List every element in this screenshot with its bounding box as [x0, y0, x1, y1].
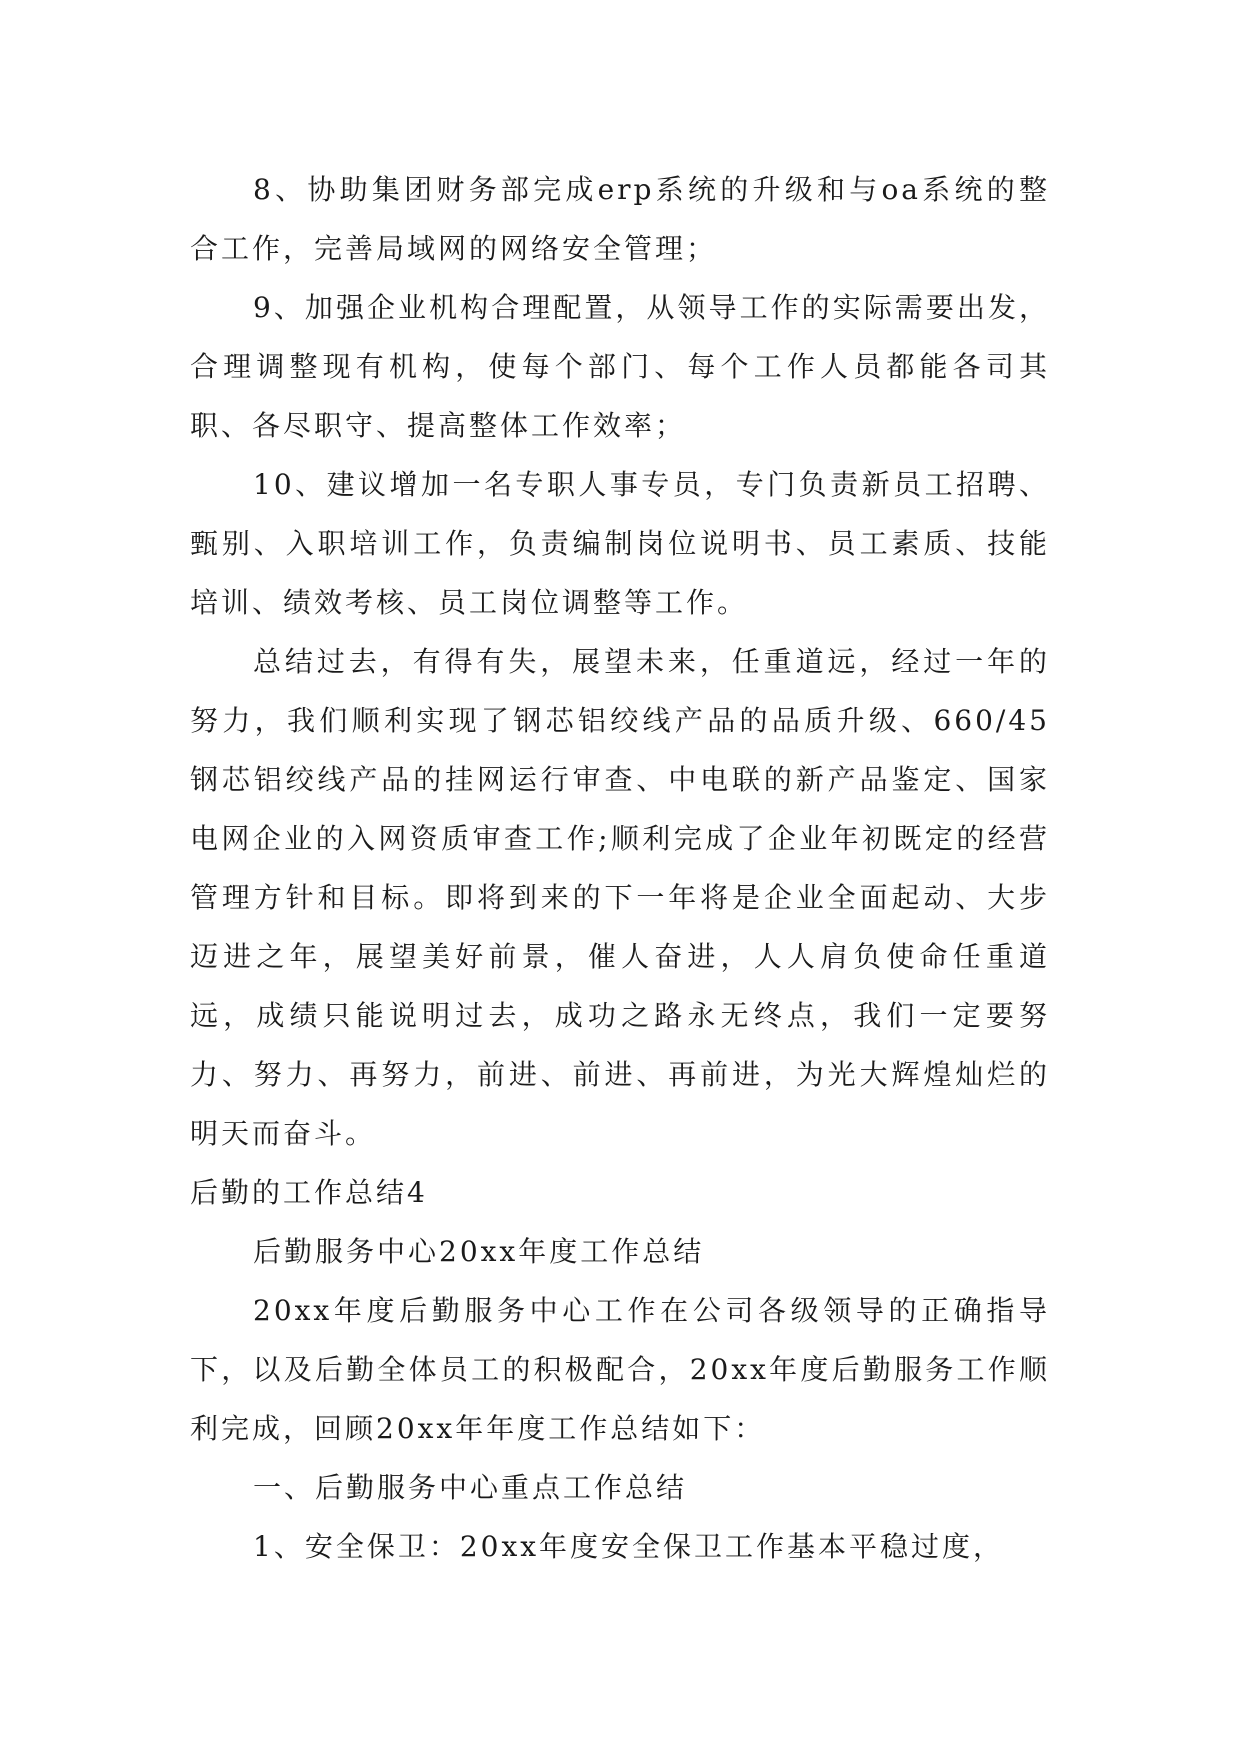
- paragraph-conclusion: 总结过去，有得有失，展望未来，任重道远，经过一年的努力，我们顺利实现了钢芯铝绞线产品的品质升级、660/45钢芯铝绞线产品的挂网运行审查、中电联的新产品鉴定、国家电网企业的入网资质审查工作;顺利完成了企业年初既定的经营管理方针和目标。即将到来的下一年将是企业全面起动、大步迈进之年，展望美好前景，催人奋进，人人肩负使命任重道远，成绩只能说明过去，成功之路永无终点，我们一定要努力、努力、再努力，前进、前进、再前进，为光大辉煌灿烂的明天而奋斗。: [190, 645, 1050, 1150]
- document-body: [190, 160, 1050, 1576]
- section-heading: 后勤的工作总结4: [190, 1176, 428, 1209]
- paragraph-item-8: 8、协助集团财务部完成erp系统的升级和与oa系统的整合工作，完善局域网的网络安全管理；: [190, 173, 1050, 265]
- section-title: 后勤服务中心20xx年度工作总结: [253, 1235, 705, 1268]
- paragraph-security: 1、安全保卫：20xx年度安全保卫工作基本平稳过度，: [253, 1530, 1005, 1563]
- paragraph-item-10: 10、建议增加一名专职人事专员，专门负责新员工招聘、甄别、入职培训工作，负责编制岗位说明书、员工素质、技能培训、绩效考核、员工岗位调整等工作。: [190, 468, 1050, 619]
- paragraph-item-9: 9、加强企业机构合理配置，从领导工作的实际需要出发，合理调整现有机构，使每个部门、每个工作人员都能各司其职、各尽职守、提高整体工作效率；: [190, 291, 1050, 442]
- paragraph-part-one: 一、后勤服务中心重点工作总结: [253, 1471, 688, 1504]
- paragraph-intro: 20xx年度后勤服务中心工作在公司各级领导的正确指导下，以及后勤全体员工的积极配合，20xx年度后勤服务工作顺利完成，回顾20xx年年度工作总结如下：: [190, 1294, 1050, 1445]
